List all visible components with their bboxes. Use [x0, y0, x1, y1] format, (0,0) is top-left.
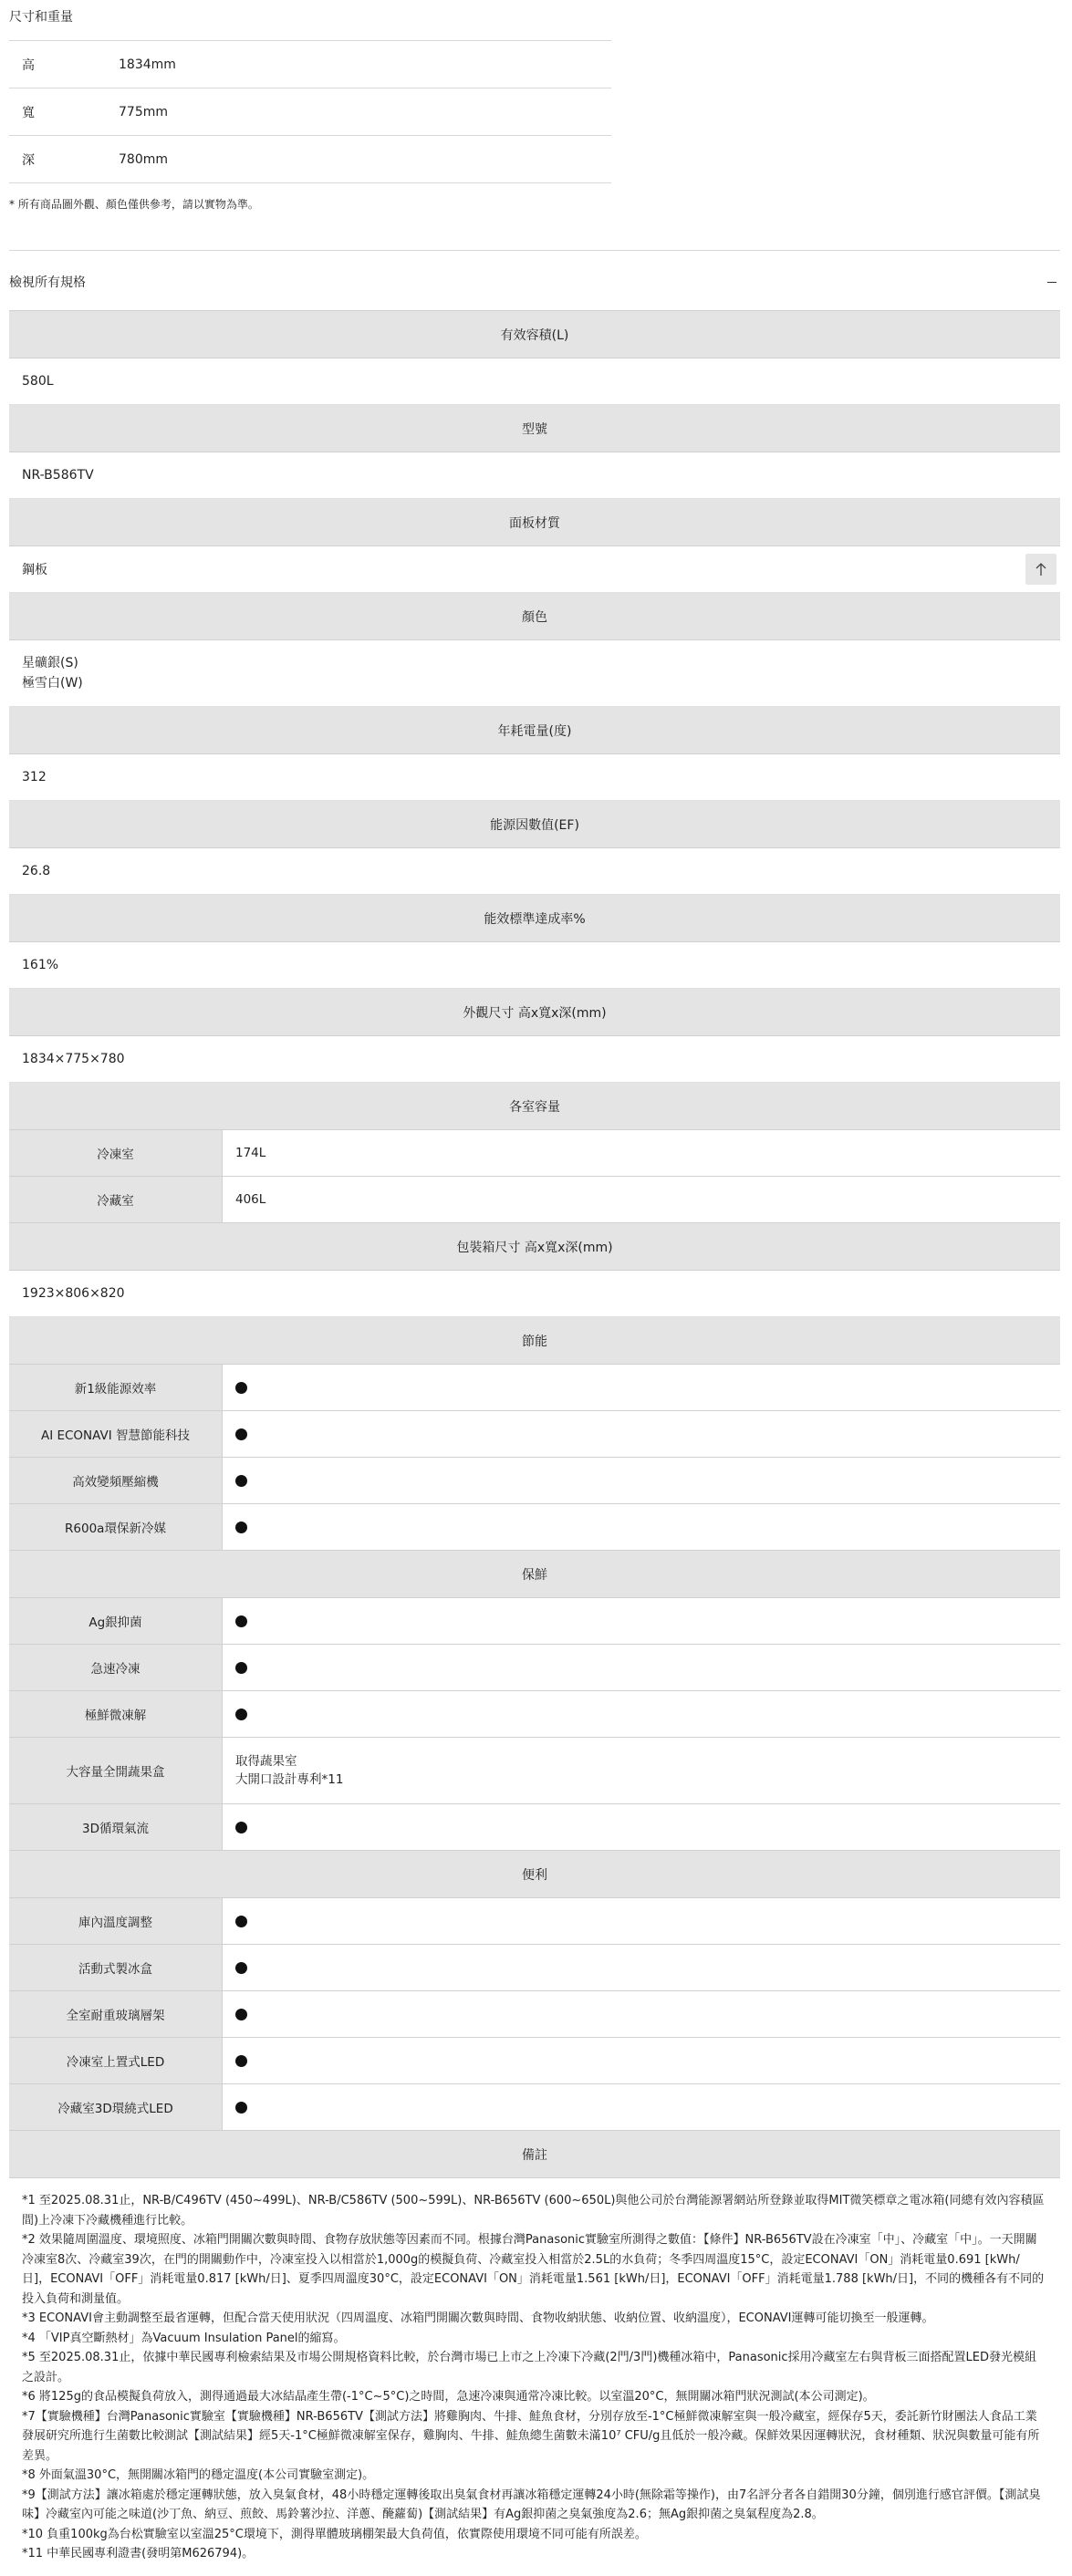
row-value-line: 大開口設計專利*11	[235, 1772, 344, 1787]
feature-dot-icon	[235, 1916, 247, 1927]
row-value-line: 取得蔬果室	[235, 1754, 297, 1769]
feature-dot-icon	[235, 1382, 247, 1394]
dimension-value: 780mm	[119, 151, 168, 167]
row-value: 174L	[235, 1146, 266, 1160]
feature-dot-icon	[235, 2009, 247, 2020]
scroll-to-top-button[interactable]	[1025, 554, 1056, 585]
section-header-rate: 能效標準達成率%	[9, 895, 1060, 942]
feature-dot-icon	[235, 1662, 247, 1674]
remark-note: *7【實驗機種】台灣Panasonic實驗室【實驗機種】NR-B656TV【測試方法】將雞胸肉、牛排、鮭魚食材，分別存放至-1°C極鮮微凍解室與一般冷藏室，經保存5天，委託新竹財團法人食品工業發展研究所進行生菌數比較測試【測試結果】經5天-1°C極鮮微凍解室保存，雞胸肉、牛排、鮭魚總生菌數未滿10⁷ CFU/g且低於一般冷藏。保鮮效果因運轉狀況，食材種類、狀況與數量可能有所差異。	[22, 2409, 1040, 2463]
table-row	[9, 1365, 1060, 1411]
feature-dot-icon	[235, 1709, 247, 1720]
feature-dot-icon	[235, 1428, 247, 1440]
feature-dot-icon	[235, 1822, 247, 1833]
table-row	[9, 1945, 1060, 1991]
remark-note: *8 外面氣溫30°C，無開關冰箱門的穩定溫度(本公司實驗室測定)。	[22, 2468, 375, 2482]
table-row	[9, 1991, 1060, 2038]
section-value-panel: 鋼板	[9, 546, 1060, 593]
table-row	[9, 1804, 1060, 1851]
feature-dot-icon	[235, 1962, 247, 1974]
table-row	[9, 1738, 1060, 1804]
feature-dot-icon	[235, 2055, 247, 2067]
section-header-remarks: 備註	[9, 2131, 1060, 2178]
row-label: R600a環保新冷媒	[9, 1504, 223, 1550]
row-label: 冷藏室3D環繞式LED	[9, 2084, 223, 2130]
dimensions-note: * 所有商品圖外觀、顏色僅供參考，請以實物為準。	[9, 198, 259, 211]
dimension-row-depth	[9, 136, 611, 183]
remark-note: *4 「VIP真空斷熱材」為Vacuum Insulation Panel的縮寫。	[22, 2331, 346, 2345]
dimension-label: 深	[22, 152, 35, 168]
section-header-rooms: 各室容量	[9, 1083, 1060, 1130]
table-row	[9, 1130, 1060, 1177]
section-value-rate: 161%	[9, 942, 1060, 989]
row-value: 406L	[235, 1192, 266, 1207]
arrow-up-icon	[1034, 562, 1048, 576]
row-label: 高效變頻壓縮機	[9, 1458, 223, 1503]
collapse-icon	[1047, 282, 1056, 283]
section-header-ef: 能源因數值(EF)	[9, 801, 1060, 848]
feature-dot-icon	[235, 2102, 247, 2114]
section-header-color: 顏色	[9, 593, 1060, 640]
section-header-outer-size: 外觀尺寸 高x寬x深(mm)	[9, 989, 1060, 1036]
feature-dot-icon	[235, 1615, 247, 1627]
section-header-energy: 年耗電量(度)	[9, 707, 1060, 754]
row-label: Ag銀抑菌	[9, 1598, 223, 1644]
row-label: 急速冷凍	[9, 1645, 223, 1690]
feature-dot-icon	[235, 1522, 247, 1533]
table-row	[9, 1645, 1060, 1691]
row-label: 3D循環氣流	[9, 1804, 223, 1850]
dimensions-title: 尺寸和重量	[9, 10, 73, 25]
spec-table	[9, 310, 1060, 2573]
dimension-value: 1834mm	[119, 57, 176, 72]
row-label: 活動式製冰盒	[9, 1945, 223, 1990]
row-value	[223, 1738, 1060, 1803]
color-option: 極雪白(W)	[22, 676, 83, 691]
section-header-capacity: 有效容積(L)	[9, 311, 1060, 358]
table-row	[9, 2084, 1060, 2131]
table-row	[9, 1504, 1060, 1551]
table-row	[9, 1598, 1060, 1645]
dimension-label: 高	[22, 57, 35, 73]
dimension-label: 寬	[22, 105, 35, 120]
dimension-row-width	[9, 88, 611, 136]
remark-note: *2 效果隨周圍溫度、環境照度、冰箱門開關次數與時間、食物存放狀態等因素而不同。根據台灣Panasonic實驗室所測得之數值：【條件】NR-B656TV設在冷凍室「中」、冷藏室「中」。一天開關冷凍室8次、冷藏室39次，在門的開關動作中，冷凍室投入以相當於1,000g的模擬負荷、冷藏室投入相當於2.5L的水負荷；冬季四周溫度15°C，設定ECONAVI「ON」消耗電量0.691 [kWh/日]，ECONAVI「OFF」消耗電量0.817 [kWh/日]、夏季四周溫度30°C，設定ECONAVI「ON」消耗電量1.561 [kWh/日]，ECONAVI「OFF」消耗電量1.788 [kWh/日]，不同的機種各有不同的投入負荷和測量值。	[22, 2233, 1045, 2306]
table-row	[9, 1411, 1060, 1458]
row-label: 冷藏室	[9, 1177, 223, 1222]
row-label: 冷凍室	[9, 1130, 223, 1176]
section-value-color	[9, 640, 1060, 707]
table-row	[9, 1691, 1060, 1738]
section-value-energy: 312	[9, 754, 1060, 801]
section-value-model: NR-B586TV	[9, 452, 1060, 499]
row-label: 冷凍室上置式LED	[9, 2038, 223, 2083]
color-option: 星礦銀(S)	[22, 656, 78, 670]
section-value-ef: 26.8	[9, 848, 1060, 895]
row-label: 大容量全開蔬果盒	[9, 1738, 223, 1803]
row-label: 極鮮微凍解	[9, 1691, 223, 1737]
remark-note: *1 至2025.08.31止，NR-B/C496TV (450~499L)、NR-B/C586TV (500~599L)、NR-B656TV (600~650L)與他公司於台灣能源署網站所登錄並取得MIT微笑標章之電冰箱(同總有效內容積區間)上冷凍下冷藏機種進行比較。	[22, 2194, 1045, 2228]
remark-note: *10 負重100kg為台松實驗室以室溫25°C環境下，測得單體玻璃棚架最大負荷值，依實際使用環境不同可能有所誤差。	[22, 2527, 647, 2541]
remark-note: *11 中華民國專利證書(發明第M626794)。	[22, 2547, 255, 2560]
section-header-fresh: 保鮮	[9, 1551, 1060, 1598]
feature-dot-icon	[235, 1475, 247, 1487]
remark-note: *9【測試方法】讓冰箱處於穩定運轉狀態，放入臭氣食材，48小時穩定運轉後取出臭氣食材再讓冰箱穩定運轉24小時(無除霜等操作)，由7名評分者各自錯開30分鐘，個別進行感官評價。【測試臭味】冷藏室內可能之味道(沙丁魚、納豆、煎餃、馬鈴薯沙拉、洋蔥、醃蘿蔔)【測試結果】有Ag銀抑菌之臭氣強度為2.6；無Ag銀抑菌之臭氣程度為2.8。	[22, 2488, 1041, 2521]
section-header-convenience: 便利	[9, 1851, 1060, 1898]
dimension-value: 775mm	[119, 104, 168, 119]
section-header-panel: 面板材質	[9, 499, 1060, 546]
remarks-notes	[9, 2178, 1060, 2573]
section-header-saving: 節能	[9, 1317, 1060, 1365]
row-label: 庫內溫度調整	[9, 1898, 223, 1944]
view-all-specs-label: 檢視所有規格	[9, 275, 86, 290]
section-value-outer-size: 1834×775×780	[9, 1036, 1060, 1083]
remark-note: *5 至2025.08.31止，依據中華民國專利檢索結果及市場公開規格資料比較，於台灣市場已上市之上冷凍下冷藏(2門/3門)機種冰箱中，Panasonic採用冷藏室左右與背板三面搭配置LED發光模組之設計。	[22, 2351, 1037, 2384]
row-label: AI ECONAVI 智慧節能科技	[9, 1411, 223, 1457]
dimension-row-height	[9, 41, 611, 88]
divider	[9, 250, 1060, 251]
table-row	[9, 1458, 1060, 1504]
view-all-specs-toggle[interactable]	[9, 270, 1060, 294]
section-value-capacity: 580L	[9, 358, 1060, 405]
section-header-model: 型號	[9, 405, 1060, 452]
table-row	[9, 1177, 1060, 1223]
remark-note: *3 ECONAVI會主動調整至最省運轉，但配合當天使用狀況（四周溫度、冰箱門開關次數與時間、食物收納狀態、收納位置、收納溫度），ECONAVI運轉可能切換至一般運轉。	[22, 2311, 934, 2325]
table-row	[9, 2038, 1060, 2084]
section-value-package: 1923×806×820	[9, 1271, 1060, 1317]
table-row	[9, 1898, 1060, 1945]
row-label: 新1級能源效率	[9, 1365, 223, 1410]
row-label: 全室耐重玻璃層架	[9, 1991, 223, 2037]
remark-note: *6 將125g的食品模擬負荷放入，測得通過最大冰結晶產生帶(-1°C~5°C)之時間，急速冷凍與通常冷凍比較。以室溫20°C，無開關冰箱門狀況測試(本公司測定)。	[22, 2390, 875, 2404]
dimensions-table	[9, 40, 611, 183]
section-header-package: 包裝箱尺寸 高x寬x深(mm)	[9, 1223, 1060, 1271]
